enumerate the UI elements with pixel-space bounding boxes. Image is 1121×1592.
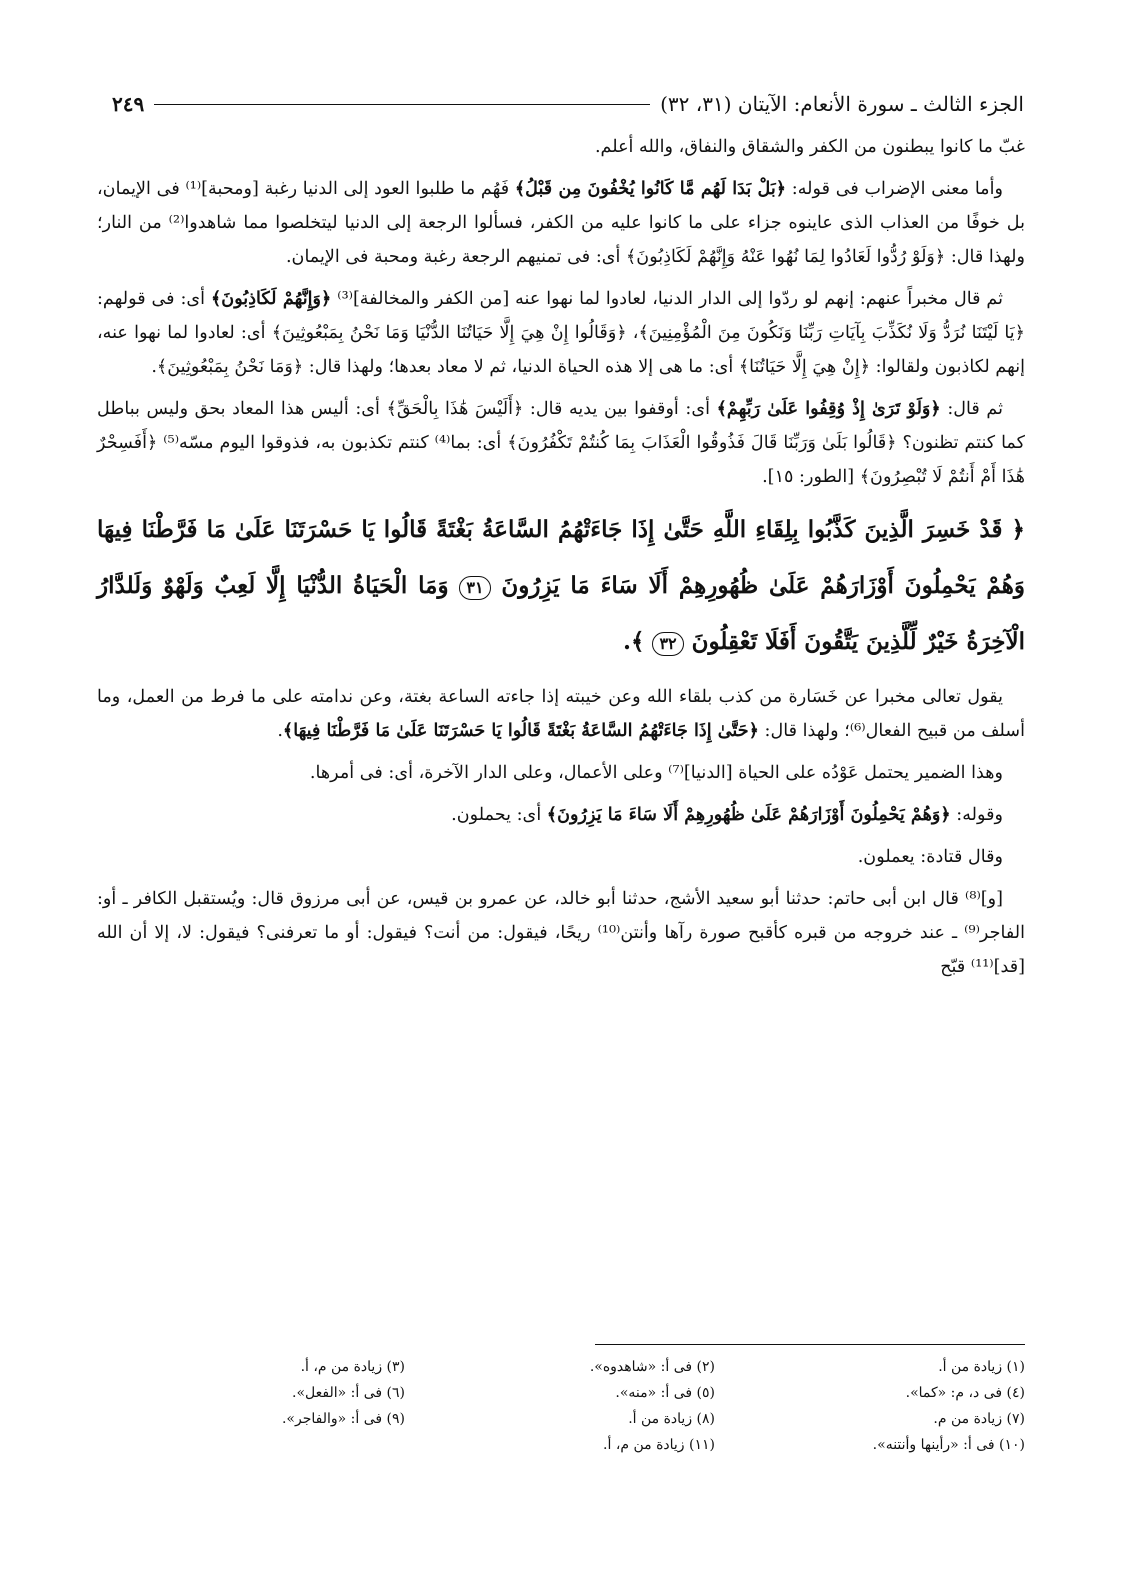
footnote: (٧) زيادة من م. [933, 1411, 1025, 1427]
quran-quote: ﴿وَإِنَّهُمْ لَكَاذِبُونَ﴾ [210, 288, 332, 309]
paragraph-3: ثم قال مخبراً عنهم: إنهم لو ردّوا إلى الدار الدنيا، لعادوا لما نهوا عنه [من الكفر والمخالفة]⁽³⁾ ﴿وَإِنَّهُمْ لَكَاذِبُونَ﴾ أى: فى قولهم: ﴿يَا لَيْتَنَا نُرَدُّ وَلَا نُكَذِّبَ بِآيَاتِ رَبِّنَا وَنَكُونَ مِنَ الْمُؤْمِنِينَ﴾، ﴿وَقَالُوا إِنْ هِيَ إِلَّا حَيَاتُنَا الدُّنْيَا وَمَا نَحْنُ بِمَبْعُوثِينَ﴾ أى: لعادوا لما نهوا عنه، إنهم لكاذبون ولقالوا: ﴿إِنْ هِيَ إِلَّا حَيَاتُنَا﴾ أى: ما هى إلا هذه الحياة الدنيا، ثم لا معاد بعدها؛ ولهذا قال: ﴿وَمَا نَحْنُ بِمَبْعُوثِينَ﴾. [97, 288, 1025, 377]
quran-quote: ﴿وَلَوْ تَرَىٰ إِذْ وُقِفُوا عَلَىٰ رَبِّهِمْ﴾ [716, 398, 941, 419]
main-text [97, 130, 1025, 992]
page-number: ٢٤٩ [112, 92, 145, 116]
quran-quote: ﴿وَهُمْ يَحْمِلُونَ أَوْزَارَهُمْ عَلَىٰ ظُهُورِهِمْ أَلَا سَاءَ مَا يَزِرُونَ﴾ [546, 804, 951, 825]
ayah-number-marker: ٣٢ [652, 632, 683, 656]
paragraph-1: غبّ ما كانوا يبطنون من الكفر والشقاق والنفاق، والله أعلم. [594, 137, 1025, 157]
paragraph-9: [و]⁽⁸⁾ قال ابن أبى حاتم: حدثنا أبو سعيد الأشج، حدثنا أبو خالد، عن عمرو بن قيس، عن أبى مرزوق قال: ويُستقبل الكافر ـ أو: الفاجر⁽⁹⁾ ـ عند خروجه من قبره كأقبح صورة رآها وأنتن⁽¹⁰⁾ ريحًا، فيقول: من أنت؟ فيقول: أو ما تعرفنى؟ فيقول: لا، إلا أن الله [قد]⁽¹¹⁾ قبّح [97, 889, 1025, 977]
footnote: (٢) فى أ: «شاهدوه». [589, 1359, 715, 1375]
paragraph-4: ثم قال: ﴿وَلَوْ تَرَىٰ إِذْ وُقِفُوا عَلَىٰ رَبِّهِمْ﴾ أى: أوقفوا بين يديه قال: ﴿أَلَيْسَ هَٰذَا بِالْحَقِّ﴾ أى: أليس هذا المعاد بحق وليس بباطل كما كنتم تظنون؟ ﴿قَالُوا بَلَىٰ وَرَبِّنَا قَالَ فَذُوقُوا الْعَذَابَ بِمَا كُنتُمْ تَكْفُرُونَ﴾ أى: بما⁽⁴⁾ كنتم تكذبون به، فذوقوا اليوم مسّه⁽⁵⁾ ﴿أَفَسِحْرٌ هَٰذَا أَمْ أَنتُمْ لَا تُبْصِرُونَ﴾ [الطور: ١٥]. [97, 398, 1025, 487]
footnote: (١) زيادة من أ. [938, 1359, 1025, 1375]
footnote: (١٠) فى أ: «رأينها وأنتنه». [872, 1437, 1025, 1453]
footnote: (٥) فى أ: «منه». [615, 1385, 715, 1401]
footnote: (٩) فى أ: «والفاجر». [281, 1411, 405, 1427]
paragraph-2: وأما معنى الإضراب فى قوله: ﴿بَلْ بَدَا لَهُم مَّا كَانُوا يُخْفُونَ مِن قَبْلُ﴾ فَهُم ما طلبوا العود إلى الدنيا رغبة [ومحبة]⁽¹⁾ فى الإيمان، بل خوفًا من العذاب الذى عاينوه جزاء على ما كانوا عليه من الكفر، فسألوا الرجعة إلى الدنيا ليتخلصوا مما شاهدوا⁽²⁾ من النار؛ ولهذا قال: ﴿وَلَوْ رُدُّوا لَعَادُوا لِمَا نُهُوا عَنْهُ وَإِنَّهُمْ لَكَاذِبُونَ﴾ أى: فى تمنيهم الرجعة رغبة ومحبة فى الإيمان. [97, 178, 1025, 267]
quran-verse-block: ﴿ قَدْ خَسِرَ الَّذِينَ كَذَّبُوا بِلِقَاءِ اللَّهِ حَتَّىٰ إِذَا جَاءَتْهُمُ السَّاعَةُ بَغْتَةً قَالُوا يَا حَسْرَتَنَا عَلَىٰ مَا فَرَّطْنَا فِيهَا وَهُمْ يَحْمِلُونَ أَوْزَارَهُمْ عَلَىٰ ظُهُورِهِمْ أَلَا سَاءَ مَا يَزِرُونَ ٣١ وَمَا الْحَيَاةُ الدُّنْيَا إِلَّا لَعِبٌ وَلَهْوٌ وَلَلدَّارُ الْآخِرَةُ خَيْرٌ لِّلَّذِينَ يَتَّقُونَ أَفَلَا تَعْقِلُونَ ٣٢ ﴾. [97, 516, 1025, 655]
header-title: الجزء الثالث ـ سورة الأنعام: الآيتان (٣١، ٣٢) [660, 92, 1024, 116]
footnote: (٨) زيادة من أ. [628, 1411, 715, 1427]
footnote: (١١) زيادة من م، أ. [603, 1437, 715, 1453]
footnote-divider [595, 1344, 1025, 1345]
paragraph-6: وهذا الضمير يحتمل عَوْدُه على الحياة [الدنيا]⁽⁷⁾ وعلى الأعمال، وعلى الدار الآخرة، أى: فى أمرها. [309, 763, 1003, 783]
quran-quote: ﴿بَلْ بَدَا لَهُم مَّا كَانُوا يُخْفُونَ مِن قَبْلُ﴾ [514, 178, 787, 199]
paragraph-5: يقول تعالى مخبرا عن خَسَارة من كذب بلقاء الله وعن خيبته إذا جاءته الساعة بغتة، وعن ندامته على ما فرط من العمل، وما أسلف من قبيح الفعال⁽⁶⁾؛ ولهذا قال: ﴿حَتَّىٰ إِذَا جَاءَتْهُمُ السَّاعَةُ بَغْتَةً قَالُوا يَا حَسْرَتَنَا عَلَىٰ مَا فَرَّطْنَا فِيهَا﴾. [97, 687, 1025, 741]
header-rule [154, 104, 650, 105]
ayah-number-marker: ٣١ [459, 576, 490, 600]
footnote: (٦) فى أ: «الفعل». [292, 1385, 405, 1401]
paragraph-7: وقوله: ﴿وَهُمْ يَحْمِلُونَ أَوْزَارَهُمْ عَلَىٰ ظُهُورِهِمْ أَلَا سَاءَ مَا يَزِرُونَ﴾ أى: يحملون. [451, 804, 1003, 825]
footnotes [95, 1354, 1025, 1458]
quran-quote: ﴿حَتَّىٰ إِذَا جَاءَتْهُمُ السَّاعَةُ بَغْتَةً قَالُوا يَا حَسْرَتَنَا عَلَىٰ مَا فَرَّطْنَا فِيهَا﴾ [282, 720, 759, 741]
running-header [112, 86, 1024, 122]
footnote: (٤) فى د، م: «كما». [905, 1385, 1025, 1401]
footnote: (٣) زيادة من م، أ. [300, 1359, 405, 1375]
paragraph-8: وقال قتادة: يعملون. [857, 847, 1003, 867]
